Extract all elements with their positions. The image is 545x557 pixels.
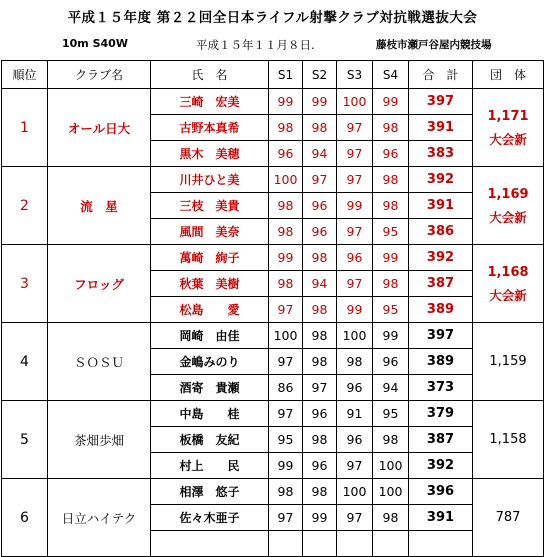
- team-total: 1,168: [487, 264, 529, 280]
- header-team: 団 体: [473, 61, 544, 89]
- score-s1: 99: [269, 89, 303, 115]
- score-s4: 98: [373, 193, 409, 219]
- score-s3: [337, 531, 373, 557]
- score-s4: 95: [373, 401, 409, 427]
- score-s4: 98: [373, 505, 409, 531]
- score-s1: 98: [269, 193, 303, 219]
- score-s2: 98: [303, 115, 337, 141]
- club-name: 流 星: [48, 167, 151, 245]
- score-s1: 99: [269, 245, 303, 271]
- score-s2: 98: [303, 349, 337, 375]
- score-s2: 99: [303, 89, 337, 115]
- score-s4: 96: [373, 349, 409, 375]
- score-s4: 99: [373, 89, 409, 115]
- score-s4: 96: [373, 141, 409, 167]
- score-s2: 96: [303, 453, 337, 479]
- member-name: 古野本真希: [151, 115, 269, 141]
- score-s3: 97: [337, 453, 373, 479]
- score-s2: 98: [303, 297, 337, 323]
- score-s1: 98: [269, 219, 303, 245]
- member-name: 金嶋みのり: [151, 349, 269, 375]
- score-s2: 96: [303, 401, 337, 427]
- table-row: [2, 401, 544, 427]
- score-s3: 91: [337, 401, 373, 427]
- results-table: [1, 60, 544, 557]
- score-s2: 96: [303, 193, 337, 219]
- member-total: 387: [409, 271, 473, 297]
- header-s3: S3: [337, 61, 373, 89]
- score-s3: 97: [337, 505, 373, 531]
- score-s1: 97: [269, 505, 303, 531]
- rank-cell: 4: [2, 323, 48, 401]
- member-total: 389: [409, 297, 473, 323]
- table-row: [2, 89, 544, 115]
- score-s4: 98: [373, 271, 409, 297]
- club-name: 日立ハイテク: [48, 479, 151, 557]
- member-name: 黒木 美穂: [151, 141, 269, 167]
- score-s1: 97: [269, 349, 303, 375]
- score-s3: 99: [337, 193, 373, 219]
- member-name: 村上 民: [151, 453, 269, 479]
- member-total: 391: [409, 505, 473, 531]
- member-name: 川井ひと美: [151, 167, 269, 193]
- score-s1: 100: [269, 323, 303, 349]
- score-s3: 96: [337, 375, 373, 401]
- member-total: 383: [409, 141, 473, 167]
- rank-cell: 6: [2, 479, 48, 557]
- score-s2: 98: [303, 245, 337, 271]
- score-s1: 98: [269, 271, 303, 297]
- member-name: 佐々木亜子: [151, 505, 269, 531]
- score-s3: 97: [337, 115, 373, 141]
- member-name: 酒寄 貴瀬: [151, 375, 269, 401]
- table-row: [2, 245, 544, 271]
- record-badge: 大会新: [489, 131, 527, 147]
- score-s2: 98: [303, 323, 337, 349]
- club-name: ＳＯＳＵ: [48, 323, 151, 401]
- team-total-cell: [473, 401, 544, 479]
- event-label: 10m S40W: [62, 37, 128, 50]
- score-s2: 98: [303, 479, 337, 505]
- member-total: 397: [409, 323, 473, 349]
- score-s4: 95: [373, 219, 409, 245]
- venue-label: 藤枝市瀬戸谷屋内競技場: [376, 39, 492, 51]
- header-total: 合 計: [409, 61, 473, 89]
- member-total: 389: [409, 349, 473, 375]
- score-s4: [373, 531, 409, 557]
- club-name: オール日大: [48, 89, 151, 167]
- score-s2: 99: [303, 505, 337, 531]
- team-total: 1,159: [489, 354, 527, 369]
- score-s1: 97: [269, 297, 303, 323]
- team-total-cell: [473, 245, 544, 323]
- score-s4: 100: [373, 453, 409, 479]
- team-total: 787: [495, 510, 521, 525]
- score-s3: 99: [337, 297, 373, 323]
- member-total: 392: [409, 453, 473, 479]
- score-s2: 97: [303, 167, 337, 193]
- score-s4: 100: [373, 479, 409, 505]
- member-total: 391: [409, 193, 473, 219]
- member-total: 386: [409, 219, 473, 245]
- score-s2: 96: [303, 219, 337, 245]
- score-s1: 99: [269, 453, 303, 479]
- member-total: 396: [409, 479, 473, 505]
- team-total-cell: [473, 479, 544, 557]
- team-total: 1,169: [487, 186, 529, 202]
- club-name: 茶畑歩畑: [48, 401, 151, 479]
- score-s4: 98: [373, 427, 409, 453]
- event-date: 平成１５年１１月８日.: [196, 38, 315, 52]
- score-s4: 99: [373, 323, 409, 349]
- header-name: 氏 名: [151, 61, 269, 89]
- score-s1: [269, 531, 303, 557]
- score-s3: 96: [337, 245, 373, 271]
- score-s4: 94: [373, 375, 409, 401]
- club-name: フロッグ: [48, 245, 151, 323]
- team-total: 1,158: [489, 432, 527, 447]
- score-s3: 100: [337, 479, 373, 505]
- header-club: クラブ名: [48, 61, 151, 89]
- member-name: 松島 愛: [151, 297, 269, 323]
- score-s1: 96: [269, 141, 303, 167]
- score-s3: 97: [337, 219, 373, 245]
- rank-cell: 2: [2, 167, 48, 245]
- score-s2: 94: [303, 141, 337, 167]
- score-s2: 94: [303, 271, 337, 297]
- score-s3: 98: [337, 349, 373, 375]
- table-row: [2, 323, 544, 349]
- score-s2: 97: [303, 375, 337, 401]
- score-s2: [303, 531, 337, 557]
- team-total-cell: [473, 323, 544, 401]
- team-total-cell: [473, 89, 544, 167]
- score-s3: 96: [337, 427, 373, 453]
- header-s4: S4: [373, 61, 409, 89]
- score-s1: 86: [269, 375, 303, 401]
- member-total: 387: [409, 427, 473, 453]
- score-s3: 97: [337, 271, 373, 297]
- rank-cell: 1: [2, 89, 48, 167]
- score-s4: 98: [373, 167, 409, 193]
- score-s3: 97: [337, 141, 373, 167]
- header-row: [2, 61, 544, 89]
- score-s4: 95: [373, 297, 409, 323]
- score-s2: 98: [303, 427, 337, 453]
- team-total-cell: [473, 167, 544, 245]
- member-total: 397: [409, 89, 473, 115]
- score-s3: 100: [337, 89, 373, 115]
- score-s1: 95: [269, 427, 303, 453]
- member-total: 391: [409, 115, 473, 141]
- score-s3: 97: [337, 167, 373, 193]
- rank-cell: 3: [2, 245, 48, 323]
- member-total: 373: [409, 375, 473, 401]
- member-name: 秋葉 美樹: [151, 271, 269, 297]
- table-row: [2, 479, 544, 505]
- score-s1: 100: [269, 167, 303, 193]
- score-s3: 100: [337, 323, 373, 349]
- member-name: 萬崎 絢子: [151, 245, 269, 271]
- member-name: [151, 531, 269, 557]
- header-s1: S1: [269, 61, 303, 89]
- member-total: 379: [409, 401, 473, 427]
- team-total: 1,171: [487, 108, 529, 124]
- score-s4: 99: [373, 245, 409, 271]
- page-title: 平成１５年度 第２２回全日本ライフル射撃クラブ対抗戦選抜大会: [67, 10, 478, 26]
- score-s1: 98: [269, 479, 303, 505]
- member-name: 三崎 宏美: [151, 89, 269, 115]
- score-s1: 97: [269, 401, 303, 427]
- member-name: 風間 美奈: [151, 219, 269, 245]
- table-row: [2, 167, 544, 193]
- score-s4: 98: [373, 115, 409, 141]
- rank-cell: 5: [2, 401, 48, 479]
- record-badge: 大会新: [489, 209, 527, 225]
- member-total: 392: [409, 167, 473, 193]
- member-name: 中島 桂: [151, 401, 269, 427]
- member-total: [409, 531, 473, 557]
- record-badge: 大会新: [489, 287, 527, 303]
- member-name: 相澤 悠子: [151, 479, 269, 505]
- header-rank: 順位: [2, 61, 48, 89]
- member-total: 392: [409, 245, 473, 271]
- member-name: 三枝 美貴: [151, 193, 269, 219]
- score-s1: 98: [269, 115, 303, 141]
- header-s2: S2: [303, 61, 337, 89]
- member-name: 岡崎 由佳: [151, 323, 269, 349]
- member-name: 板橋 友紀: [151, 427, 269, 453]
